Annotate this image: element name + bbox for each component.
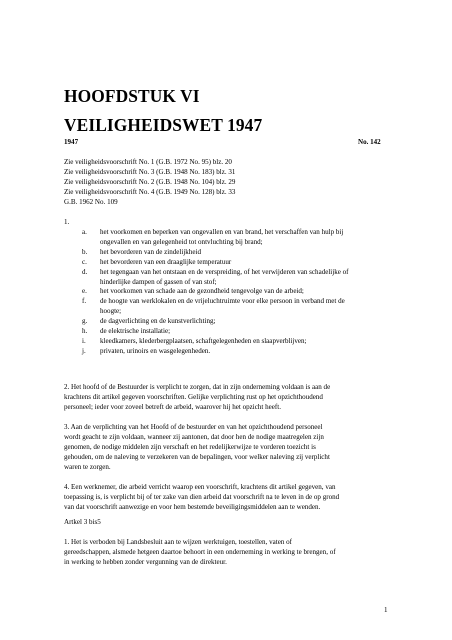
law-title: VEILIGHEIDSWET 1947 (64, 115, 263, 135)
list-item-text: privaten, urinoirs en wasgelegenheden. (100, 346, 211, 355)
paragraph-line: van dat voorschrift aanwezige en voor hem bestemde beveiligingsmiddelen aan te wenden. (64, 503, 321, 511)
list-item-text: ongevallen en van gelegenheid tot ontvluchting bij brand; (100, 237, 263, 246)
list-item-letter: e. (82, 287, 87, 296)
list-item-text: hoogte; (100, 307, 122, 316)
list-item-letter: d. (82, 267, 88, 276)
paragraph-line: 2. Het hoofd of de Bestuurder is verplicht te zorgen, dat in zijn onderneming voldaan is aan de (64, 383, 331, 391)
paragraph-line: genomen, de nodige middelen zijn verschaft en het redelijkerwijze te vorderen toezicht is (64, 443, 316, 451)
list-item-letter: g. (82, 317, 88, 326)
paragraph-line: 4. Een werknemer, die arbeid verricht waarop een voorschrift, krachtens dit artikel gegeven, van (64, 483, 336, 491)
chapter-heading: HOOFDSTUK VI (64, 86, 200, 106)
paragraph-line: wordt geacht te zijn voldaan, wanneer zij aantonen, dat door hen de nodige maatregelen zijn (64, 433, 324, 441)
paragraph-line: in werking te hebben zonder vergunning van de direkteur. (64, 558, 227, 566)
list-item-letter: h. (82, 327, 88, 335)
list-item-text: de elektrische installatie; (100, 327, 171, 335)
number-label: No. 142 (358, 138, 381, 146)
list-item-text: het voorkomen en beperken van ongevallen en van brand, het verschaffen van hulp bij (100, 228, 344, 236)
article-3bis5-heading: Artkel 3 bis5 (64, 518, 101, 526)
reference-line: G.B. 1962 No. 109 (64, 198, 118, 206)
paragraph-line: krachtens dit artikel gegeven voorschriften. Gelijke verplichting rust op het opzichthoudend (64, 393, 323, 401)
list-item-text: het bevorderen van de zindelijkheid (100, 247, 201, 256)
paragraph-line: gehouden, om de naleving te verzekeren van de bepalingen, voor welker naleving zij verplicht (64, 453, 330, 461)
paragraph-line: waren te zorgen. (64, 463, 111, 471)
list-item-text: het tegengaan van het ontstaan en de verspreiding, of het verwijderen van schadelijke of (100, 267, 349, 276)
list-item-letter: j. (82, 346, 86, 355)
paragraph-line: 3. Aan de verplichting van het Hoofd of de bestuurder en van het opzichthoudend personeel (64, 423, 323, 431)
paragraph-line: personeel; ieder voor zoveel betreft de arbeid, waarover hij het opzicht heeft. (64, 403, 281, 411)
list-item-text: de hoogte van werklokalen en de vrijeluchtruimte voor elke persoon in verband met de (100, 297, 345, 306)
paragraph-line: gereedschappen, alsmede hetgeen daartoe behoort in een onderneming in werking te brengen, of (64, 548, 336, 556)
list-item-text: het bevorderen van een draaglijke temperatuur (100, 257, 232, 266)
year-label: 1947 (64, 138, 79, 146)
list-item-letter: a. (82, 228, 87, 236)
list-item-text: hinderlijke dampen of gassen of van stof; (100, 277, 217, 286)
list-item-text: het voorkomen van schade aan de gezondheid tengevolge van de arbeid; (100, 287, 304, 296)
list-item-text: de dagverlichting en de kunstverlichting; (100, 317, 216, 326)
reference-line: Zie veiligheidsvoorschrift No. 4 (G.B. 1949 No. 128) blz. 33 (64, 188, 236, 196)
article-1-number: 1. (64, 218, 70, 226)
list-item-letter: c. (82, 257, 87, 266)
list-item-letter: f. (82, 297, 87, 306)
paragraph-line: 1. Het is verboden bij Landsbesluit aan te wijzen werktuigen, toestellen, vaten of (64, 538, 292, 546)
list-item-text: kleedkamers, klederbergplaatsen, schaftgelegenheden en slaapverblijven; (100, 336, 307, 345)
reference-line: Zie veiligheidsvoorschrift No. 1 (G.B. 1972 No. 95) blz. 20 (64, 158, 232, 166)
list-item-letter: i. (82, 336, 86, 345)
list-item-letter: b. (82, 247, 88, 256)
page-number: 1 (384, 606, 388, 614)
paragraph-line: toepassing is, is verplicht bij of ter zake van dien arbeid dat voorschrift na te leven in de op grond (64, 493, 340, 501)
reference-line: Zie veiligheidsvoorschrift No. 3 (G.B. 1948 No. 183) blz. 31 (64, 168, 236, 176)
reference-line: Zie veiligheidsvoorschrift No. 2 (G.B. 1948 No. 104) blz. 29 (64, 178, 236, 186)
